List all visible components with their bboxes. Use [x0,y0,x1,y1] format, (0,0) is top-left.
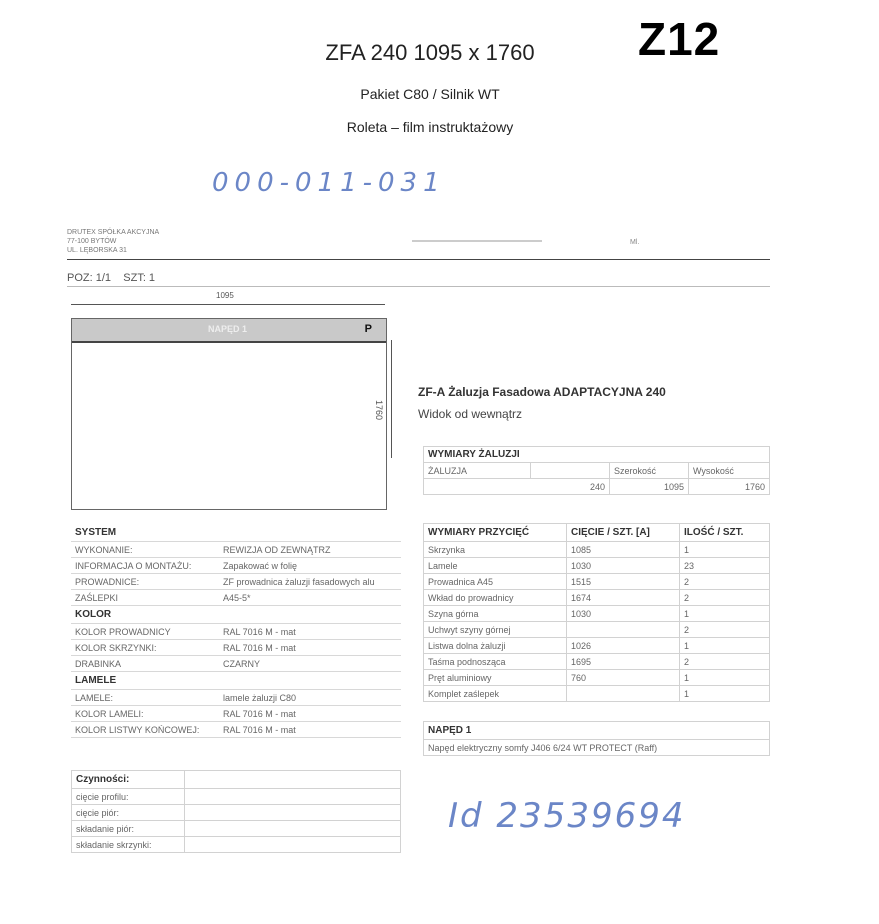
cuts-row-length: 760 [567,670,680,686]
system-row-label: KOLOR SKRZYNKI: [71,640,219,656]
side-label: P [364,323,372,335]
activity-row [72,837,401,853]
system-row [71,624,401,640]
product-view: Widok od wewnątrz [418,407,523,421]
cuts-row [424,654,770,670]
cuts-row-name: Komplet zaślepek [424,686,567,702]
system-row [71,524,401,542]
dimensions-col-width: Szerokość [610,463,689,479]
system-row-label: DRABINKA [71,656,219,672]
cuts-row-length: 1085 [567,542,680,558]
height-dimension-line [391,340,392,458]
system-row-value: CZARNY [219,656,401,672]
faded-mark [412,240,542,242]
system-row-label: PROWADNICE: [71,574,219,590]
cuts-row-length: 1030 [567,558,680,574]
system-row-value: Zapakować w folię [219,558,401,574]
system-row-value: ZF prowadnica żaluzji fasadowych alu [219,574,401,590]
szt-label: SZT: 1 [123,272,156,284]
system-row [71,690,401,706]
system-row [71,558,401,574]
stamp-code: Z12 [638,13,721,65]
company-street: UL. LĘBORSKA 31 [67,247,127,254]
cuts-row [424,686,770,702]
system-row [71,706,401,722]
drive-label: NAPĘD 1 [208,324,248,334]
handwritten-code: 000-011-031 [212,168,446,198]
cuts-row-qty: 1 [680,606,770,622]
system-row [71,722,401,738]
width-dimension-line [71,304,385,305]
system-row-value: A45-5* [219,590,401,606]
cuts-row-qty: 1 [680,542,770,558]
cuts-row-qty: 2 [680,622,770,638]
cuts-row-name: Szyna górna [424,606,567,622]
system-row-value [219,524,401,542]
company-city: 77-100 BYTÓW [67,238,117,245]
system-row [71,656,401,672]
activity-row [72,789,401,805]
system-row-label: KOLOR LAMELI: [71,706,219,722]
cuts-table [423,523,770,702]
company-address [67,228,159,255]
cuts-row-name: Uchwyt szyny górnej [424,622,567,638]
cuts-row-length [567,622,680,638]
cuts-row [424,542,770,558]
drive-value: Napęd elektryczny somfy J406 6/24 WT PROTECT (Raff) [424,740,770,756]
cuts-row-name: Pręt aluminiowy [424,670,567,686]
system-row [71,640,401,656]
cuts-row [424,622,770,638]
cuts-row-qty: 1 [680,670,770,686]
cuts-row [424,670,770,686]
dimensions-width: 1095 [610,479,689,495]
handwritten-id: Id 23539694 [448,796,686,836]
cuts-header-name: WYMIARY PRZYCIĘĆ [424,524,567,542]
system-table [71,524,401,738]
width-dimension-label: 1095 [216,291,234,300]
system-row-value: REWIZJA OD ZEWNĄTRZ [219,542,401,558]
company-name: DRUTEX SPÓŁKA AKCYJNA [67,229,160,236]
cuts-row-length: 1674 [567,590,680,606]
document-title: ZFA 240 1095 x 1760 [325,40,535,65]
system-row-label: KOLOR PROWADNICY [71,624,219,640]
blind-drawing [71,318,387,510]
system-row-value: RAL 7016 M - mat [219,722,401,738]
package-subtitle: Pakiet C80 / Silnik WT [360,86,500,102]
cuts-row [424,574,770,590]
system-row [71,590,401,606]
cuts-header-qty: ILOŚĆ / SZT. [680,524,770,542]
activities-header: Czynności: [72,771,185,789]
cuts-row-qty: 2 [680,590,770,606]
activity-label: cięcie piór: [72,805,185,821]
position-divider [67,286,770,287]
cuts-row-length: 1515 [567,574,680,590]
drive-table [423,721,770,756]
cuts-row [424,638,770,654]
activity-label: składanie piór: [72,821,185,837]
cuts-row-qty: 1 [680,686,770,702]
dimensions-model: 240 [424,479,610,495]
activity-label: cięcie profilu: [72,789,185,805]
video-subtitle: Roleta – film instruktażowy [346,119,514,135]
dimensions-height: 1760 [689,479,770,495]
system-row-value: lamele żaluzji C80 [219,690,401,706]
system-row-value: RAL 7016 M - mat [219,640,401,656]
activity-value [185,805,401,821]
drive-header: NAPĘD 1 [424,722,770,740]
position-info [67,272,155,284]
system-row-label: LAMELE [71,672,219,690]
height-dimension-label: 1760 [374,400,384,421]
cuts-row-qty: 2 [680,654,770,670]
system-row-label: WYKONANIE: [71,542,219,558]
activity-label: składanie skrzynki: [72,837,185,853]
cuts-row-name: Lamele [424,558,567,574]
dimensions-table [423,446,770,495]
system-row [71,542,401,558]
activity-value [185,837,401,853]
cuts-row-length: 1026 [567,638,680,654]
poz-label: POZ: 1/1 [67,272,112,284]
cuts-row [424,558,770,574]
cuts-row-qty: 23 [680,558,770,574]
header-divider [67,259,770,260]
activities-table [71,770,401,853]
system-row [71,672,401,690]
product-title: ZF-A Żaluzja Fasadowa ADAPTACYJNA 240 [418,385,666,399]
blind-head-box [72,319,386,343]
system-row-label: KOLOR LISTWY KOŃCOWEJ: [71,722,219,738]
system-row-value [219,672,401,690]
cuts-header-length: CIĘCIE / SZT. [A] [567,524,680,542]
system-row-label: SYSTEM [71,524,219,542]
cuts-row-name: Listwa dolna żaluzji [424,638,567,654]
system-row-value [219,606,401,624]
system-row-label: LAMELE: [71,690,219,706]
cuts-row-qty: 2 [680,574,770,590]
system-row-value: RAL 7016 M - mat [219,624,401,640]
cuts-row-name: Taśma podnosząca [424,654,567,670]
right-mark: Ml. [630,239,640,246]
system-row-value: RAL 7016 M - mat [219,706,401,722]
cuts-row-length: 1695 [567,654,680,670]
cuts-row-qty: 1 [680,638,770,654]
system-row-label: KOLOR [71,606,219,624]
system-row [71,606,401,624]
system-row-label: INFORMACJA O MONTAŻU: [71,558,219,574]
cuts-row-name: Wkład do prowadnicy [424,590,567,606]
dimensions-col-height: Wysokość [689,463,770,479]
cuts-row [424,590,770,606]
cuts-row-name: Skrzynka [424,542,567,558]
cuts-row [424,606,770,622]
dimensions-row-label: ŻALUZJA [424,463,531,479]
dimensions-header: WYMIARY ŻALUZJI [424,447,770,463]
activity-value [185,821,401,837]
cuts-row-length [567,686,680,702]
system-row-label: ZAŚLEPKI [71,590,219,606]
activity-value [185,789,401,805]
cuts-row-length: 1030 [567,606,680,622]
system-row [71,574,401,590]
activity-row [72,821,401,837]
cuts-row-name: Prowadnica A45 [424,574,567,590]
activity-row [72,805,401,821]
